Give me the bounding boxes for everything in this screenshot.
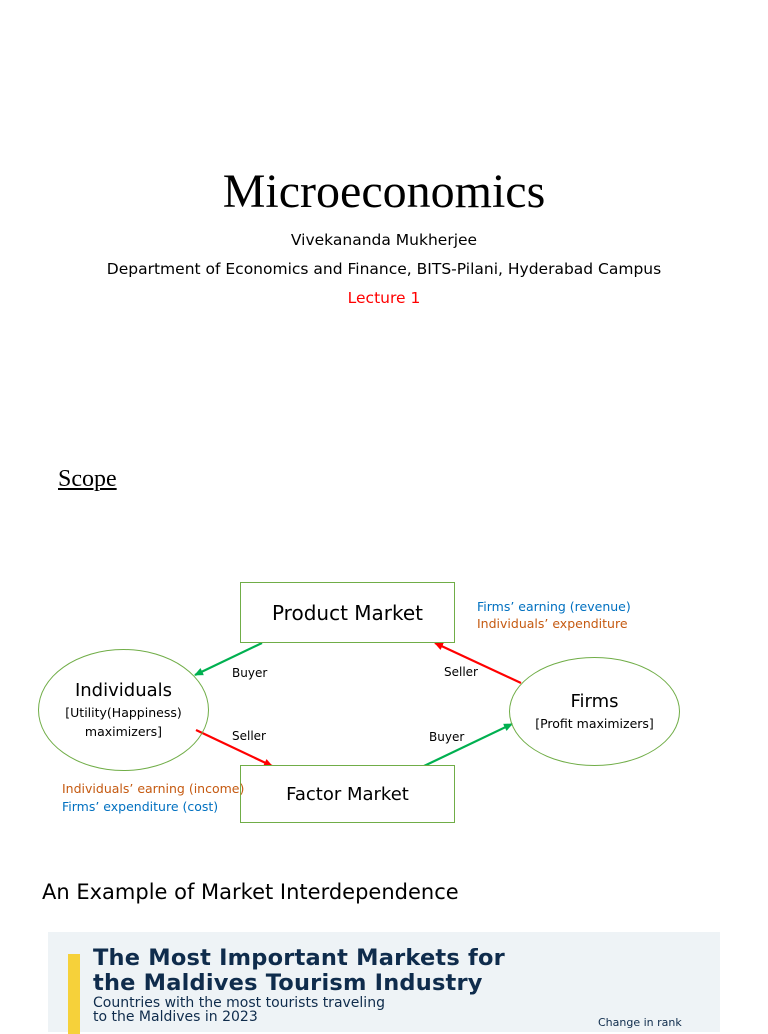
maldives-infographic xyxy=(48,932,720,1032)
individuals-desc-line2: maximizers] xyxy=(84,724,163,739)
infographic-subtitle-line2: to the Maldives in 2023 xyxy=(93,1009,258,1025)
firms-expenditure-note: Firms’ expenditure (cost) xyxy=(62,799,219,814)
individuals-title: Individuals xyxy=(74,680,173,701)
infographic-subtitle xyxy=(93,996,385,1024)
accent-bar xyxy=(68,954,80,1034)
infographic-title-line1: The Most Important Markets for xyxy=(93,945,505,971)
product-market-box xyxy=(240,582,455,643)
firms-desc: [Profit maximizers] xyxy=(535,715,654,731)
factor-market-label: Factor Market xyxy=(286,783,409,805)
page-title: Microeconomics xyxy=(222,165,546,218)
seller-label-factor: Seller xyxy=(232,729,266,743)
factor-market-box xyxy=(240,765,455,823)
scope-heading: Scope xyxy=(58,466,117,492)
firms-oval xyxy=(509,657,680,766)
buyer-label-product: Buyer xyxy=(232,666,268,680)
department-name: Department of Economics and Finance, BITS-Pilani, Hyderabad Campus xyxy=(106,260,662,278)
product-market-label: Product Market xyxy=(271,600,424,625)
rank-change-label: Change in rank xyxy=(598,1016,682,1029)
individuals-oval xyxy=(38,649,209,771)
firms-earning-note: Firms’ earning (revenue) xyxy=(477,599,631,614)
lecture-label: Lecture 1 xyxy=(347,289,421,307)
example-heading: An Example of Market Interdependence xyxy=(42,880,459,904)
author-name: Vivekananda Mukherjee xyxy=(290,231,478,249)
seller-label-product: Seller xyxy=(444,665,478,679)
individuals-expenditure-note: Individuals’ expenditure xyxy=(477,616,628,631)
infographic-title xyxy=(93,946,505,996)
firms-title: Firms xyxy=(570,690,619,712)
infographic-subtitle-line1: Countries with the most tourists traveling xyxy=(93,995,385,1011)
infographic-title-line2: the Maldives Tourism Industry xyxy=(93,970,483,996)
buyer-label-factor: Buyer xyxy=(429,730,465,744)
individuals-earning-note: Individuals’ earning (income) xyxy=(62,781,245,796)
individuals-desc-line1: [Utility(Happiness) xyxy=(65,705,182,720)
